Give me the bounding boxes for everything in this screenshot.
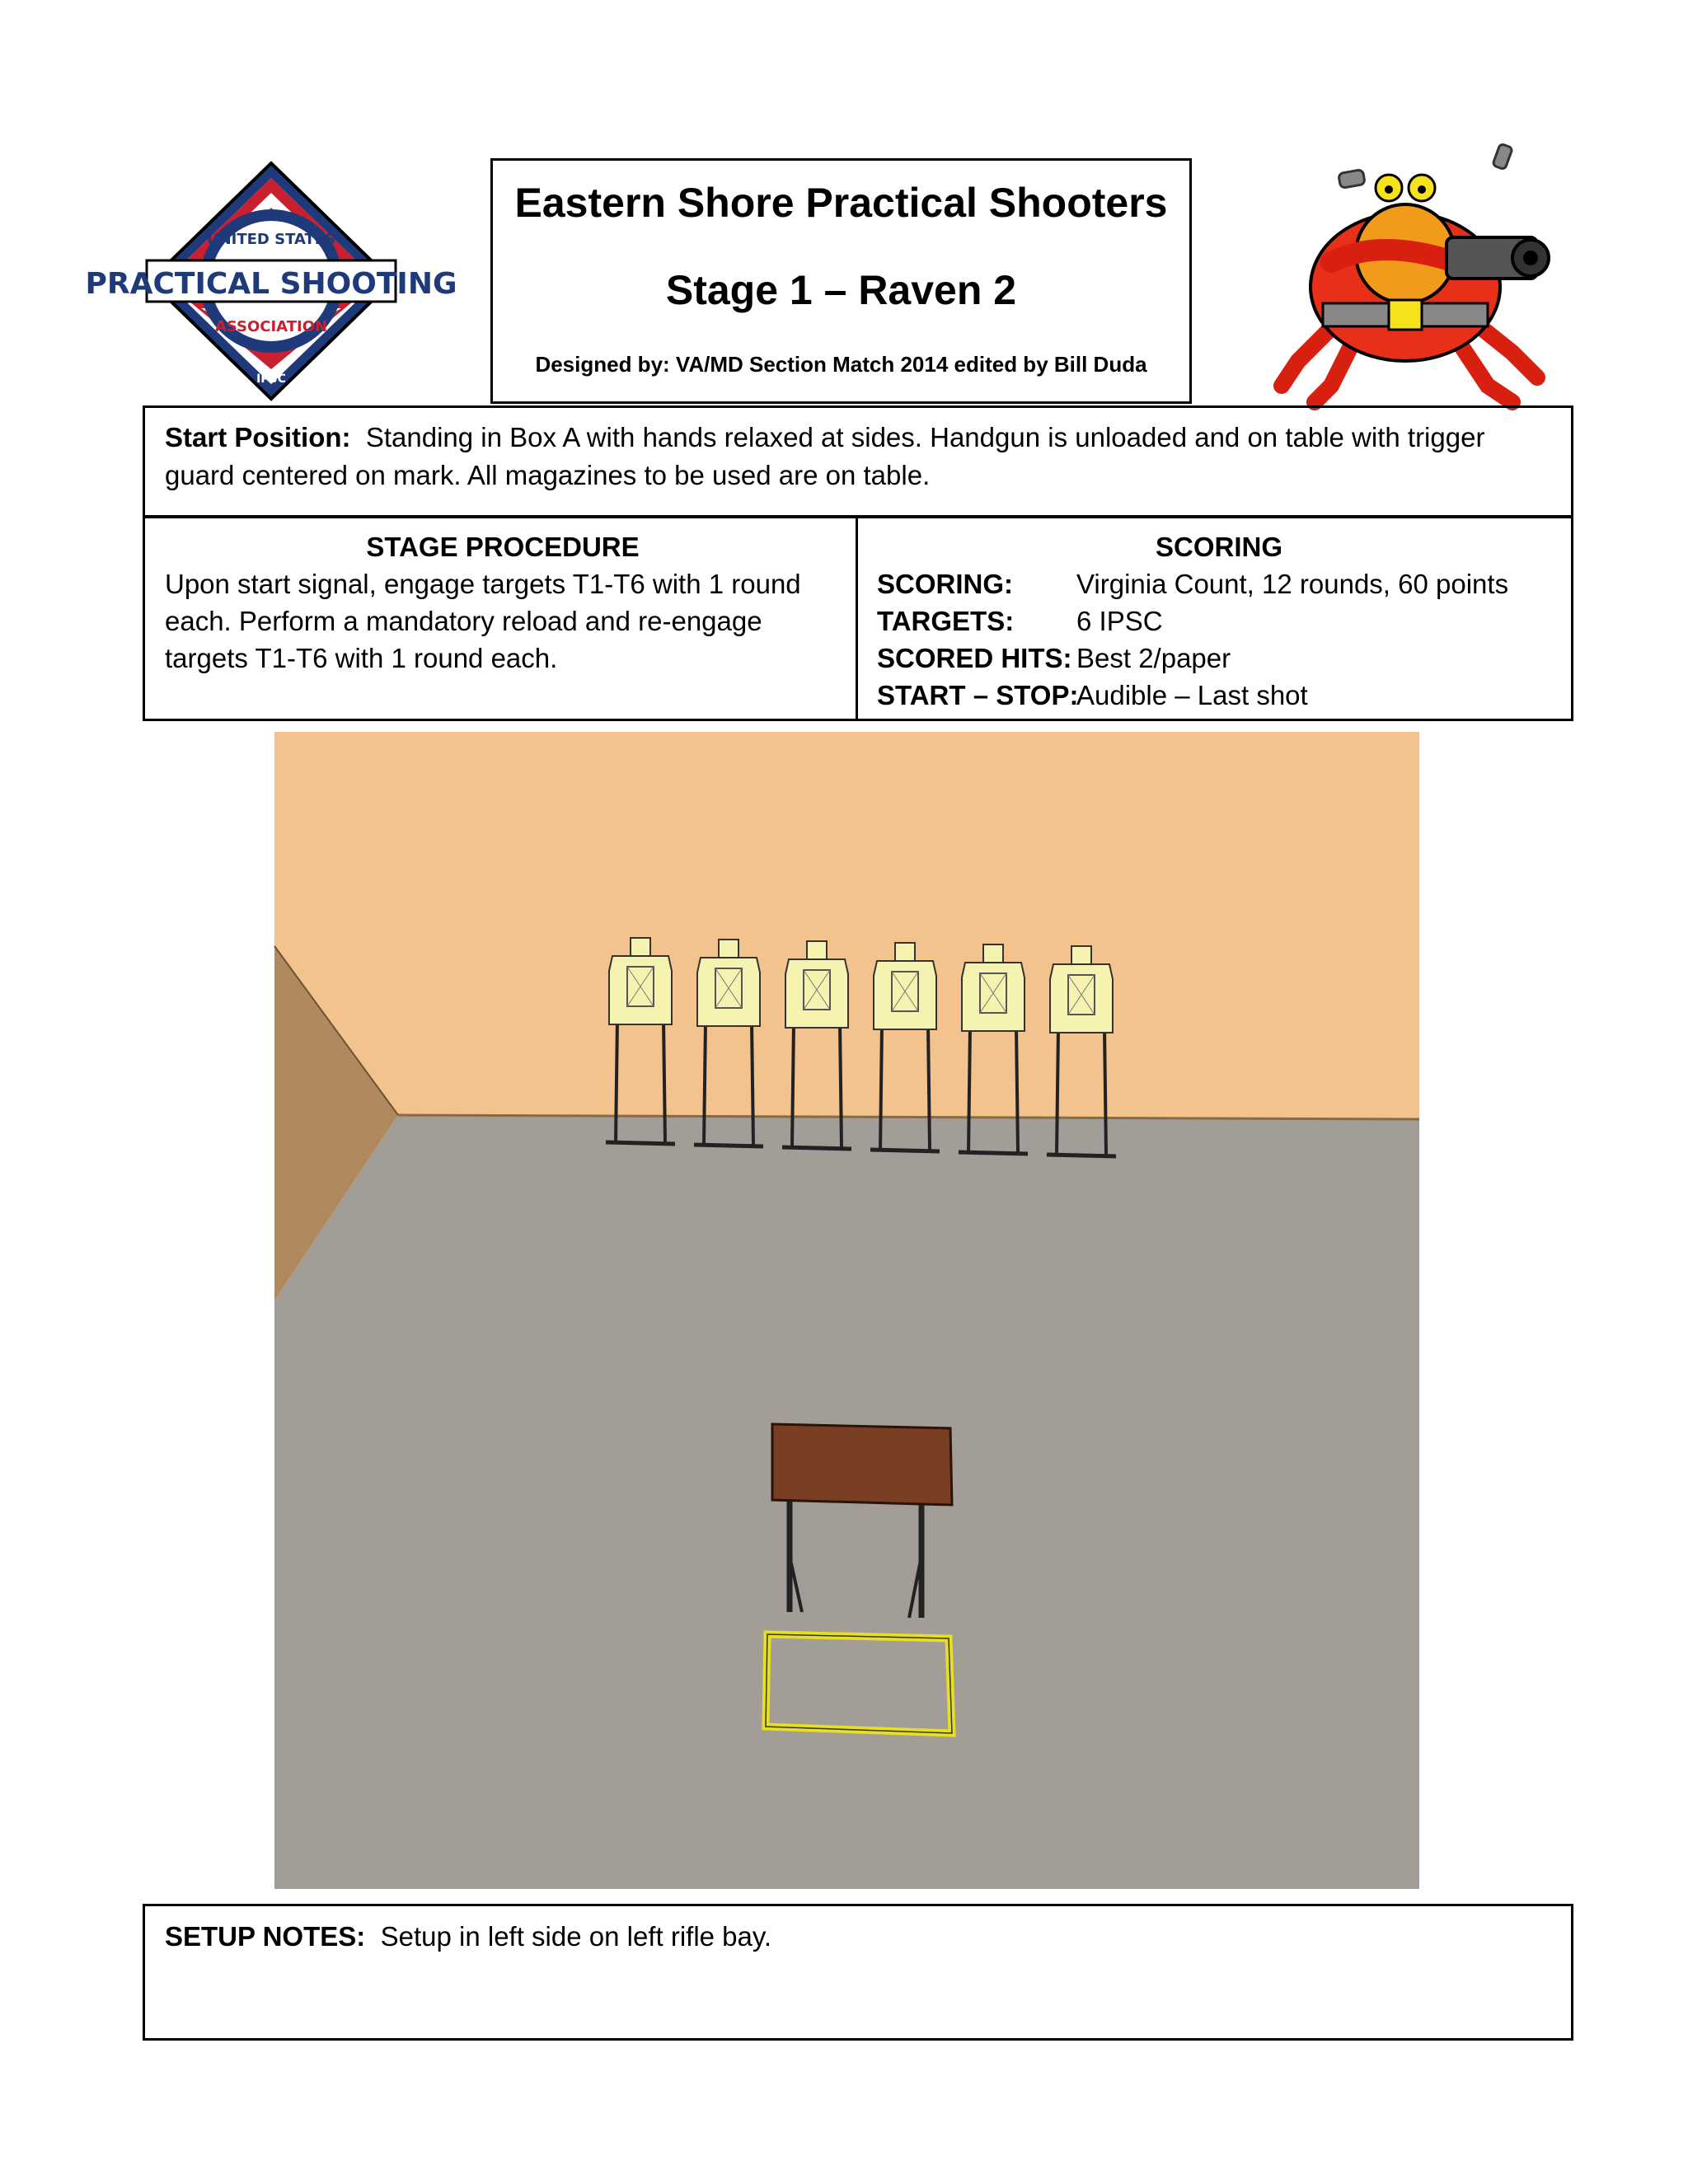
back-wall <box>274 732 1419 1119</box>
scoring-row-label: TARGETS: <box>877 606 1015 636</box>
scoring-heading: SCORING <box>1155 532 1282 562</box>
crab-mascot-icon <box>1265 138 1562 410</box>
column-divider <box>856 518 858 719</box>
scoring-column <box>877 528 1561 714</box>
start-position-box <box>143 405 1573 518</box>
scoring-row-value: Audible – Last shot <box>1076 680 1308 710</box>
start-position-text: Standing in Box A with hands relaxed at sides. Handgun is unloaded and on table with trigger guard centered on mark. All magazines to be used are on table. <box>165 422 1485 490</box>
stage-layout-image <box>274 732 1419 1889</box>
scoring-row-label: SCORING: <box>877 569 1013 599</box>
page-title: Eastern Shore Practical Shooters <box>514 180 1168 226</box>
logo-text-top: UNITED STATES <box>206 231 336 248</box>
logo-text-bottom: ASSOCIATION <box>214 318 328 335</box>
logo-text-middle: PRACTICAL SHOOTING <box>85 267 457 301</box>
scoring-row <box>877 565 1561 602</box>
setup-notes-text: Setup in left side on left rifle bay. <box>380 1921 772 1952</box>
designed-by: Designed by: VA/MD Section Match 2014 edited by Bill Duda <box>535 352 1147 377</box>
stage-procedure-text: Upon start signal, engage targets T1-T6 with 1 round each. Perform a mandatory reload and re-engage targets T1-T6 with 1 round each. <box>165 569 801 673</box>
scoring-row <box>877 602 1561 640</box>
scoring-row-value: Best 2/paper <box>1076 643 1231 673</box>
stage-title: Stage 1 – Raven 2 <box>665 267 1017 313</box>
logo-text-corner: IPSC <box>256 373 286 386</box>
uspsa-logo-icon <box>85 162 457 401</box>
procedure-scoring-box <box>143 516 1573 721</box>
scoring-row-value: Virginia Count, 12 rounds, 60 points <box>1076 569 1509 599</box>
scoring-row <box>877 677 1561 714</box>
setup-notes-box <box>143 1904 1573 2041</box>
setup-notes-label: SETUP NOTES: <box>165 1921 366 1952</box>
scoring-row-label: START – STOP: <box>877 680 1079 710</box>
scoring-row-label: SCORED HITS: <box>877 643 1072 673</box>
title-box <box>490 158 1192 404</box>
scoring-row-value: 6 IPSC <box>1076 606 1163 636</box>
stage-procedure-column <box>165 528 841 677</box>
stage-procedure-heading: STAGE PROCEDURE <box>366 532 640 562</box>
scoring-row <box>877 640 1561 677</box>
start-position-label: Start Position: <box>165 422 351 452</box>
